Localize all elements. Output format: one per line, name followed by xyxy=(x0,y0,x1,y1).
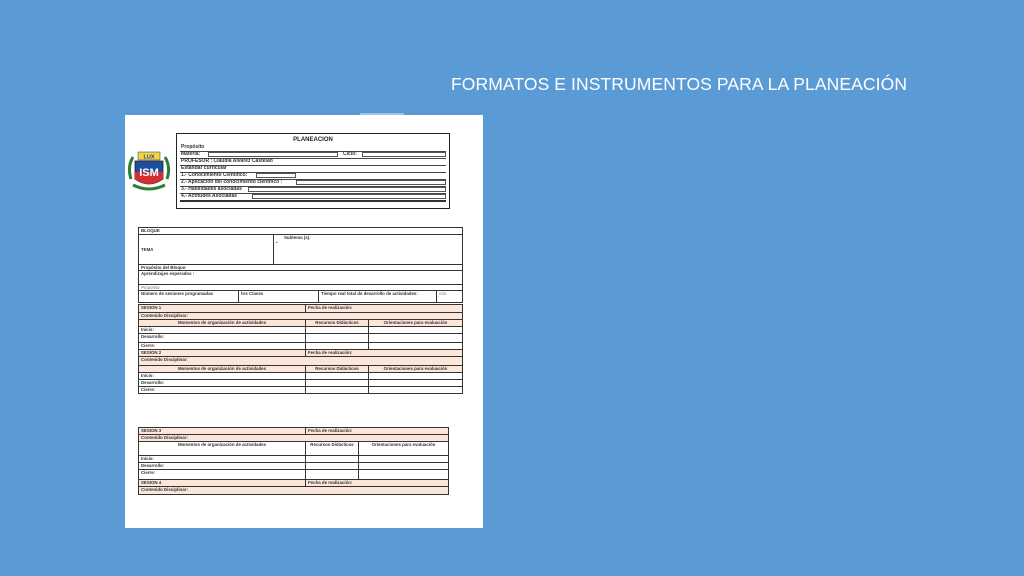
subtema-label: Subtema (s). xyxy=(284,235,311,240)
planeacion-title: PLANEACION xyxy=(293,137,333,143)
session-2-desarrollo: Desarrollo: xyxy=(139,380,306,387)
session-4-contenido: Contenido Disciplinar: xyxy=(139,487,449,495)
item3-field xyxy=(248,187,446,192)
ciclo-label: Ciclo: xyxy=(343,151,357,157)
session-1-cierre: Cierre: xyxy=(139,343,306,350)
session-2-label: SESION 2 xyxy=(139,350,306,357)
materia-label: Materia: xyxy=(181,151,201,157)
session-4-fecha: Fecha de realización: xyxy=(306,480,449,487)
min-label: min. xyxy=(437,291,463,303)
session-4-label: SESION 4 xyxy=(139,480,306,487)
subtema-bullet: • xyxy=(276,240,278,245)
session-2-cierre: Cierre: xyxy=(139,387,306,394)
item4-row xyxy=(180,193,446,202)
session-2-momentos: Momentos de organización de actividades xyxy=(139,366,306,373)
item3-label: 3.- Habilidades asociadas xyxy=(181,186,242,192)
item1-label: 1.- Conocimiento Científico: xyxy=(181,172,248,178)
session-2-orientaciones: Orientaciones para evaluación xyxy=(369,366,463,373)
ism-logo xyxy=(125,149,173,195)
hrs-clases-label: hrs Clases xyxy=(239,291,319,303)
bloque-label: BLOQUE xyxy=(139,228,463,235)
ciclo-field xyxy=(362,152,446,157)
session-1-inicio: Inicio: xyxy=(139,327,306,334)
session-3-contenido: Contenido Disciplinar: xyxy=(139,435,449,442)
session-2-fecha: Fecha de realización: xyxy=(306,350,463,357)
proposito-label-2: Propósito: xyxy=(139,285,463,291)
item2-field xyxy=(296,180,446,185)
item1-field xyxy=(256,173,296,178)
proposito-label: Propósito xyxy=(181,144,205,150)
materia-field xyxy=(208,152,338,157)
item4-label: 4.- Actitudes Asociadas xyxy=(181,193,238,199)
slide-title: FORMATOS E INSTRUMENTOS PARA LA PLANEACIÓN xyxy=(451,74,908,94)
bloque-table xyxy=(138,227,463,303)
profesor-label: PROFESOR : Claudia Alvarez Castelán xyxy=(181,158,273,164)
session-3-cierre: Cierre: xyxy=(139,470,306,480)
logo-motto: LUX xyxy=(143,154,155,161)
session-3-orientaciones: Orientaciones para evaluación xyxy=(359,442,449,456)
item2-label: 2.- Aplicación del conocimiento científico : xyxy=(181,179,283,185)
aprendizajes-label: Aprendizajes esperados : xyxy=(139,271,463,285)
subtema-cell xyxy=(274,235,463,265)
session-1-fecha: Fecha de realización: xyxy=(306,305,463,313)
logo-text: ISM xyxy=(139,167,159,179)
item4-field xyxy=(252,194,446,199)
session-2-inicio: Inicio: xyxy=(139,373,306,380)
numero-sesiones-label: Número de sesiones programadas xyxy=(139,291,239,303)
planeacion-header xyxy=(176,133,450,209)
estandar-label: Estándar curricular xyxy=(181,165,227,171)
session-2-contenido: Contenido Disciplinar: xyxy=(139,357,463,366)
session-1-recursos: Recursos Didácticos xyxy=(306,320,369,327)
proposito-bloque-label: Propósito del Bloque: xyxy=(139,265,463,271)
session-3-momentos: Momentos de organización de actividades xyxy=(139,442,306,456)
session-3-desarrollo: Desarrollo: xyxy=(139,463,306,470)
tema-label: TEMA xyxy=(139,235,274,265)
sessions-3-4-table xyxy=(138,427,449,495)
session-3-fecha: Fecha de realización: xyxy=(306,428,449,435)
tiempo-total-label: Tiempo real total de desarrollo de actividades: xyxy=(319,291,437,303)
session-3-label: SESION 3 xyxy=(139,428,306,435)
session-3-inicio: Inicio: xyxy=(139,456,306,463)
session-1-label: SESION 1 xyxy=(139,305,306,313)
session-3-recursos: Recursos Didácticos xyxy=(306,442,359,456)
session-1-momentos: Momentos de organización de actividades xyxy=(139,320,306,327)
session-1-desarrollo: Desarrollo: xyxy=(139,334,306,343)
sessions-1-2-table xyxy=(138,304,463,394)
session-2-recursos: Recursos Didácticos xyxy=(306,366,369,373)
planeacion-document-image xyxy=(125,115,483,528)
session-1-orientaciones: Orientaciones para evaluación xyxy=(369,320,463,327)
session-1-contenido: Contenido Disciplinar: xyxy=(139,313,463,320)
